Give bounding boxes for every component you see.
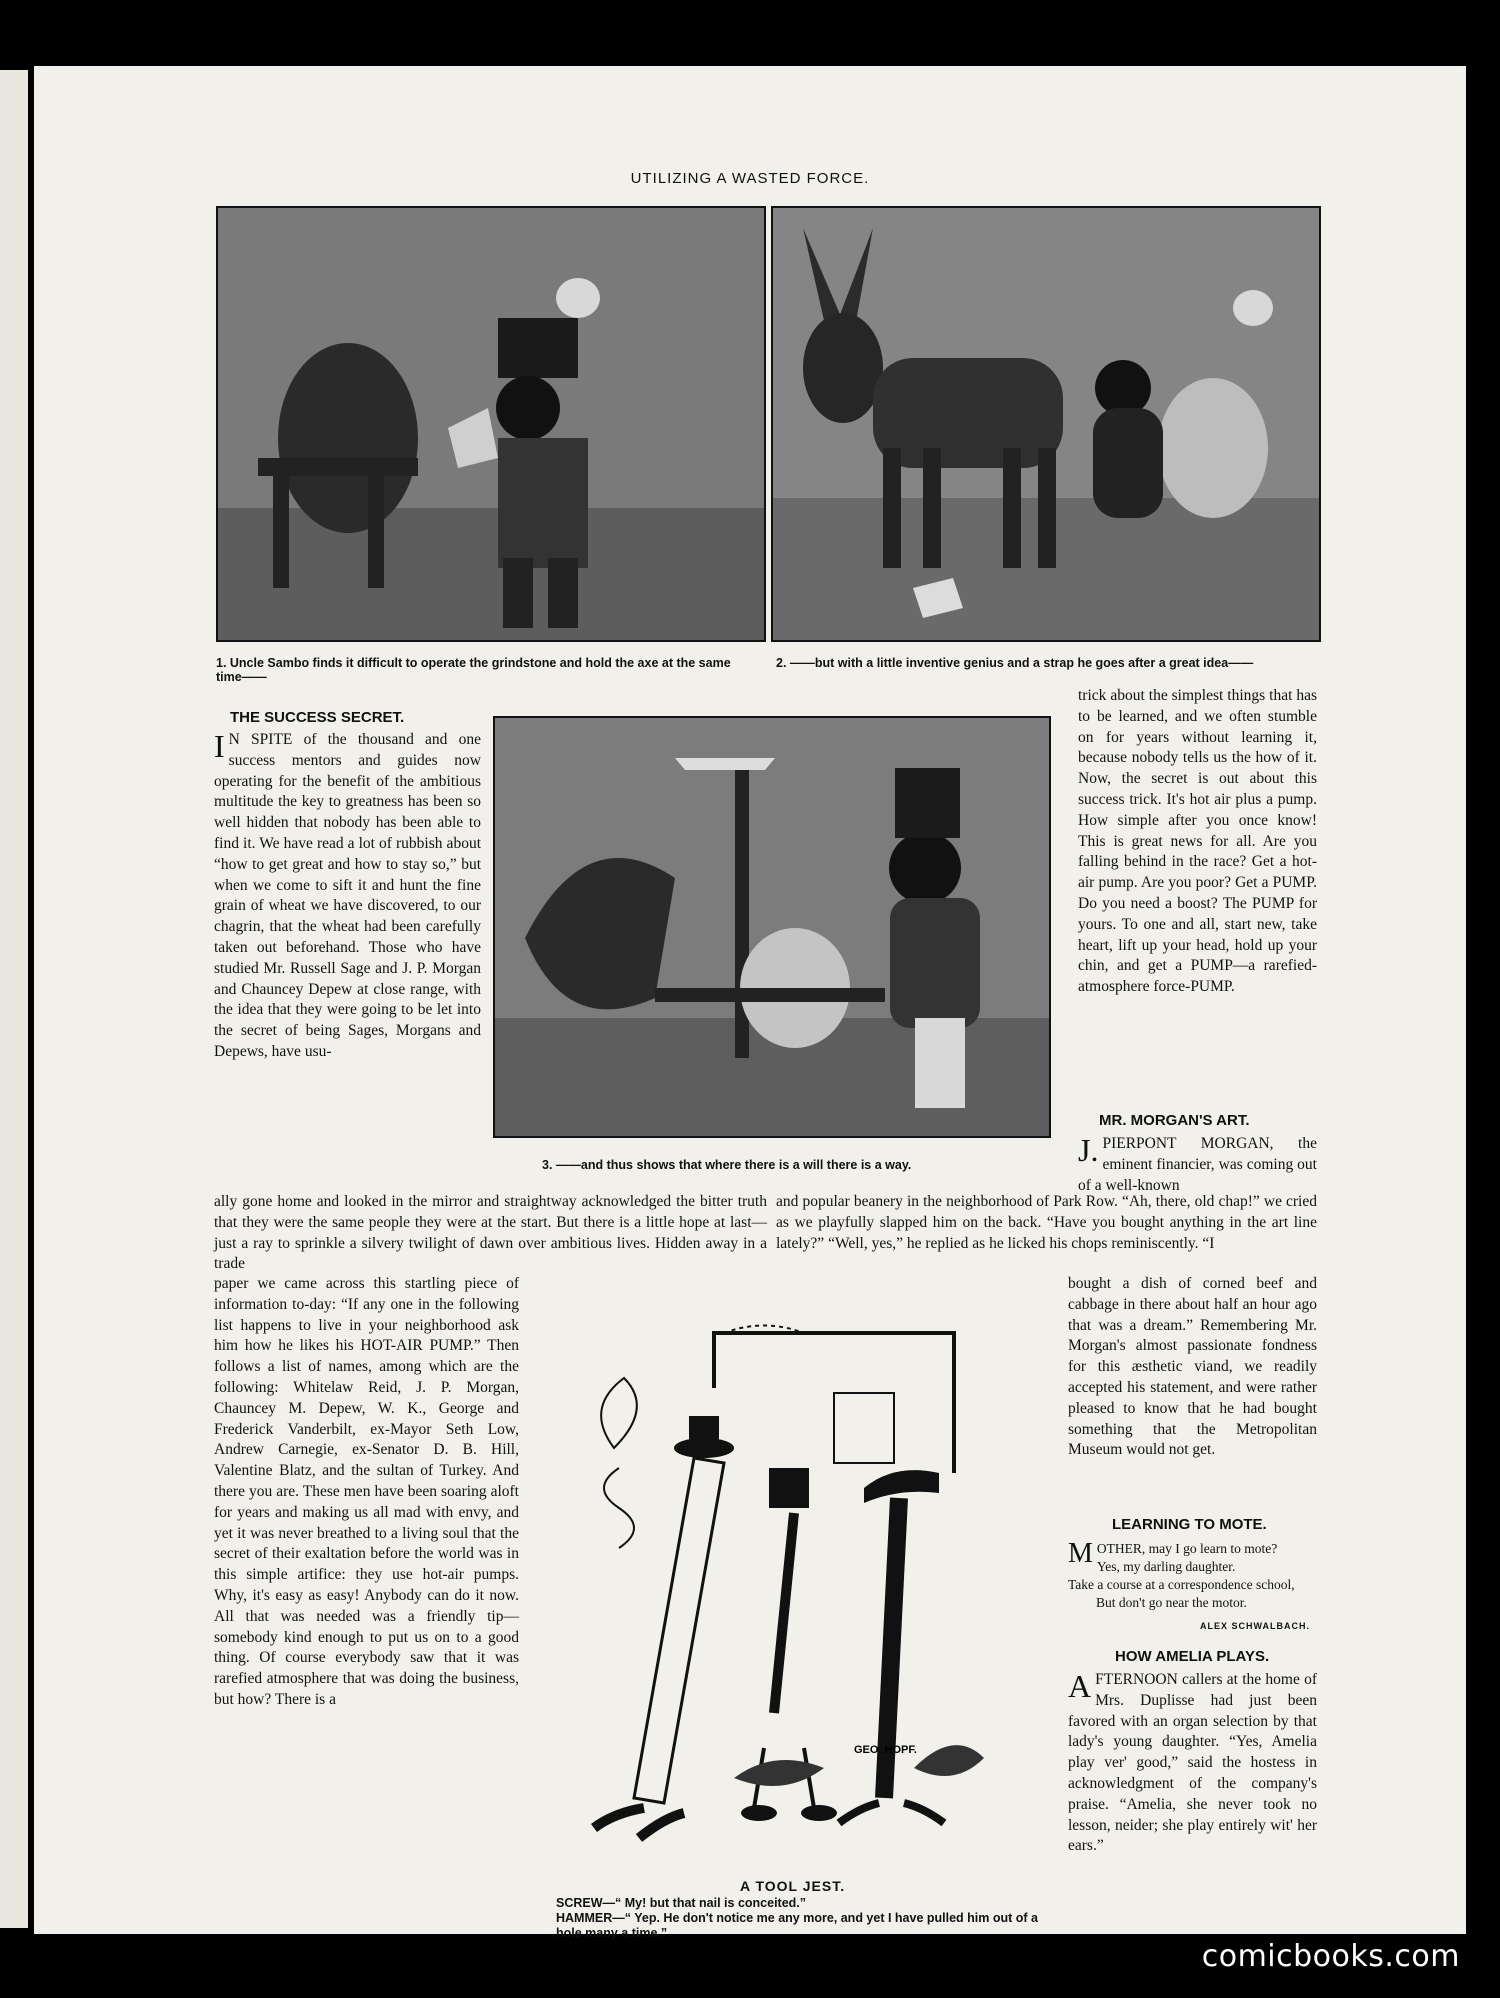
grindstone-illustration — [218, 208, 764, 640]
morgan-art-heading: MR. MORGAN'S ART. — [1099, 1112, 1250, 1129]
drop-cap-a: A — [1068, 1668, 1092, 1704]
learning-to-mote-poem: M OTHER, may I go learn to mote? Yes, my darling daughter. Take a course at a correspondence school, But don't go near the motor. — [1068, 1538, 1295, 1610]
tool-jest-cartoon — [534, 1298, 1054, 1858]
poem-author: ALEX SCHWALBACH. — [1200, 1621, 1310, 1631]
caption-panel-2: 2. ——but with a little inventive genius and a strap he goes after a great idea—— — [776, 656, 1254, 670]
tool-jest-screw-line: SCREW—“ My! but that nail is conceited.” — [556, 1896, 807, 1910]
success-secret-wide-text: ally gone home and looked in the mirror and straightway acknowledged the bitter truth that they were the same people they were at the start. But there is a little hope at last—just a ray to sprinkle a silvery twilight of dawn over ambitious lives. Hidden away in a trade — [214, 1193, 767, 1273]
success-secret-lower-column: paper we came across this startling piece of information to-day: “If any one in the following list happens to live in your neighborhood ask him how he likes his HOT-AIR PUMP.” Then follows a list of names, among which are the following: Whitelaw Reid, J. P. Morgan, Chauncey M. Depew, W. K., George and Frederick Vanderbilt, ex-Mayor Seth Low, Andrew Carnegie, ex-Senator D. B. Hill, Valentine Blatz, and the sultan of Turkey. And there you are. These men have been soaring aloft for years and making us all mad with envy, and yet it was never breathed to a living soul that the secret of their exaltation before the world was in this simple artifice: they use hot-air pumps. Why, it's easy as easy! Anybody can do it now. All that was needed was a friendly tip—somebody kind enough to put us on to a good thing. Of course everybody saw that it was rarefied atmosphere that was doing the business, but how? There is a — [214, 1275, 519, 1708]
learning-to-mote-heading: LEARNING TO MOTE. — [1112, 1516, 1267, 1533]
caption-panel-1: 1. Uncle Sambo finds it difficult to operate the grindstone and hold the axe at the same time—— — [216, 656, 731, 684]
donkey-strap-illustration — [773, 208, 1319, 640]
magazine-page — [34, 66, 1466, 1940]
previous-page-edge — [0, 70, 28, 1928]
donkey-powered-grindstone-illustration — [495, 718, 1049, 1136]
cartoon-panel-2 — [771, 206, 1321, 642]
site-watermark: comicbooks.com — [1201, 1939, 1460, 1974]
drop-cap-m: M — [1068, 1538, 1093, 1569]
tool-jest-hammer-line: HAMMER—“ Yep. He don't notice me any more, and yet I have pulled him out of a hole many a time.” — [556, 1911, 1038, 1940]
success-secret-text-left: N SPITE of the thousand and one success mentors and guides now operating for the benefit of the ambitious multitude the key to greatness has been so well hidden that nobody has been able to find it. We have read a lot of rubbish about “how to get great and how to stay so,” but when we come to sift it and hunt the fine grain of wheat we have discovered, to our chagrin, that the wheat had been carefully taken out beforehand. Those who have studied Mr. Russell Sage and J. P. Morgan and Chauncey Depew at close range, with the idea that they were going to be let into the secret of being Sages, Morgans and Depews, have usu- — [214, 731, 481, 1060]
morgan-art-wide-text: and popular beanery in the neighborhood of Park Row. “Ah, there, old chap!” we cried as we playfully slapped him on the back. “Have you bought anything in the art line lately?” “Well, yes,” he replied as he licked his chops reminiscently. “I — [776, 1193, 1317, 1252]
drop-cap-j: J. — [1078, 1132, 1099, 1168]
amelia-heading: HOW AMELIA PLAYS. — [1115, 1648, 1270, 1665]
caption-panel-3: 3. ——and thus shows that where there is a will there is a way. — [542, 1158, 912, 1172]
morgan-art-top: J. PIERPONT MORGAN, the eminent financier, was coming out of a well-known — [1078, 1132, 1317, 1194]
drop-cap-i: I — [214, 728, 225, 764]
tool-characters-illustration — [534, 1298, 1054, 1858]
morgan-art-lower: bought a dish of corned beef and cabbage in there about half an hour ago that was a dream.” Remembering Mr. Morgan's almost passionate fondness for this æsthetic viand, we readily accepted his statement, and were rather pleased to know that he had bought something that the Metropolitan Museum would not get. — [1068, 1275, 1317, 1459]
success-secret-heading: THE SUCCESS SECRET. — [230, 709, 405, 726]
cartoon-panel-1 — [216, 206, 766, 642]
success-secret-left-column — [214, 730, 481, 1063]
cartoon-panel-3 — [493, 716, 1051, 1138]
cartoonist-signature: GEO. HOPF. — [854, 1744, 917, 1756]
page-title: UTILIZING A WASTED FORCE. — [630, 170, 870, 187]
tool-jest-title: A TOOL JEST. — [740, 1878, 846, 1894]
amelia-text: A FTERNOON callers at the home of Mrs. Duplisse had just been favored with an organ selection by that lady's young daughter. “Yes, Amelia play ver' good,” said the hostess in acknowledgment of the company's praise. “Amelia, she never took no lesson, neider; she play entirely wit' her ears.” — [1068, 1668, 1317, 1855]
success-secret-right-column: trick about the simplest things that has to be learned, and we often stumble on for years without learning it, because nobody tells us the how of it. Now, the secret is out about this success trick. It's hot air plus a pump. How simple after you once know! This is great news for all. Are you falling behind in the race? Get a hot-air pump. Are you poor? Get a PUMP. Do you need a boost? The PUMP for yours. To one and all, start new, take heart, lift up your head, hold up your chin, and get a PUMP—a rarefied-atmosphere force-PUMP. — [1078, 687, 1317, 996]
